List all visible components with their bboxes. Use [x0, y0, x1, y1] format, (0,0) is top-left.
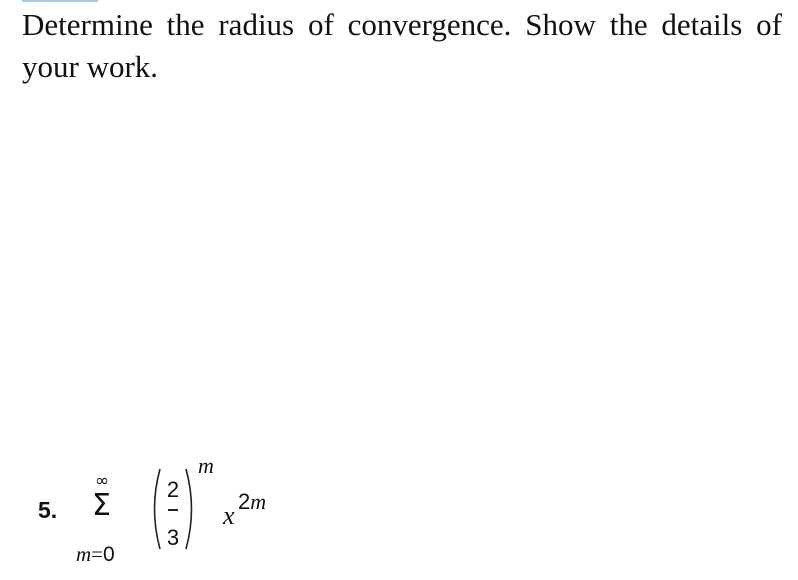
sum-index-variable: m: [76, 542, 92, 566]
sum-index-equals: =: [91, 542, 104, 566]
sum-upper-limit: ∞: [95, 471, 110, 491]
left-parenthesis: [148, 467, 162, 551]
instruction-text: Determine the radius of convergence. Show the details of your work.: [22, 7, 782, 84]
problem-5: [0, 440, 400, 580]
fraction-bar: [168, 509, 178, 511]
summation-symbol: Σ: [92, 488, 111, 523]
fraction-numerator: 2: [166, 477, 180, 502]
variable-exponent-coefficient: 2: [238, 489, 251, 514]
right-parenthesis: [184, 467, 198, 551]
fraction-exponent: m: [198, 453, 214, 478]
problem-number: 5.: [38, 497, 58, 523]
sum-lower-limit: [76, 542, 115, 567]
sum-index-start: 0: [103, 543, 115, 566]
fraction-denominator: 3: [166, 525, 180, 550]
variable-exponent-var: m: [250, 489, 267, 514]
top-accent-rule: [22, 0, 98, 2]
variable-base: x: [223, 501, 235, 530]
variable-exponent: [238, 490, 266, 514]
